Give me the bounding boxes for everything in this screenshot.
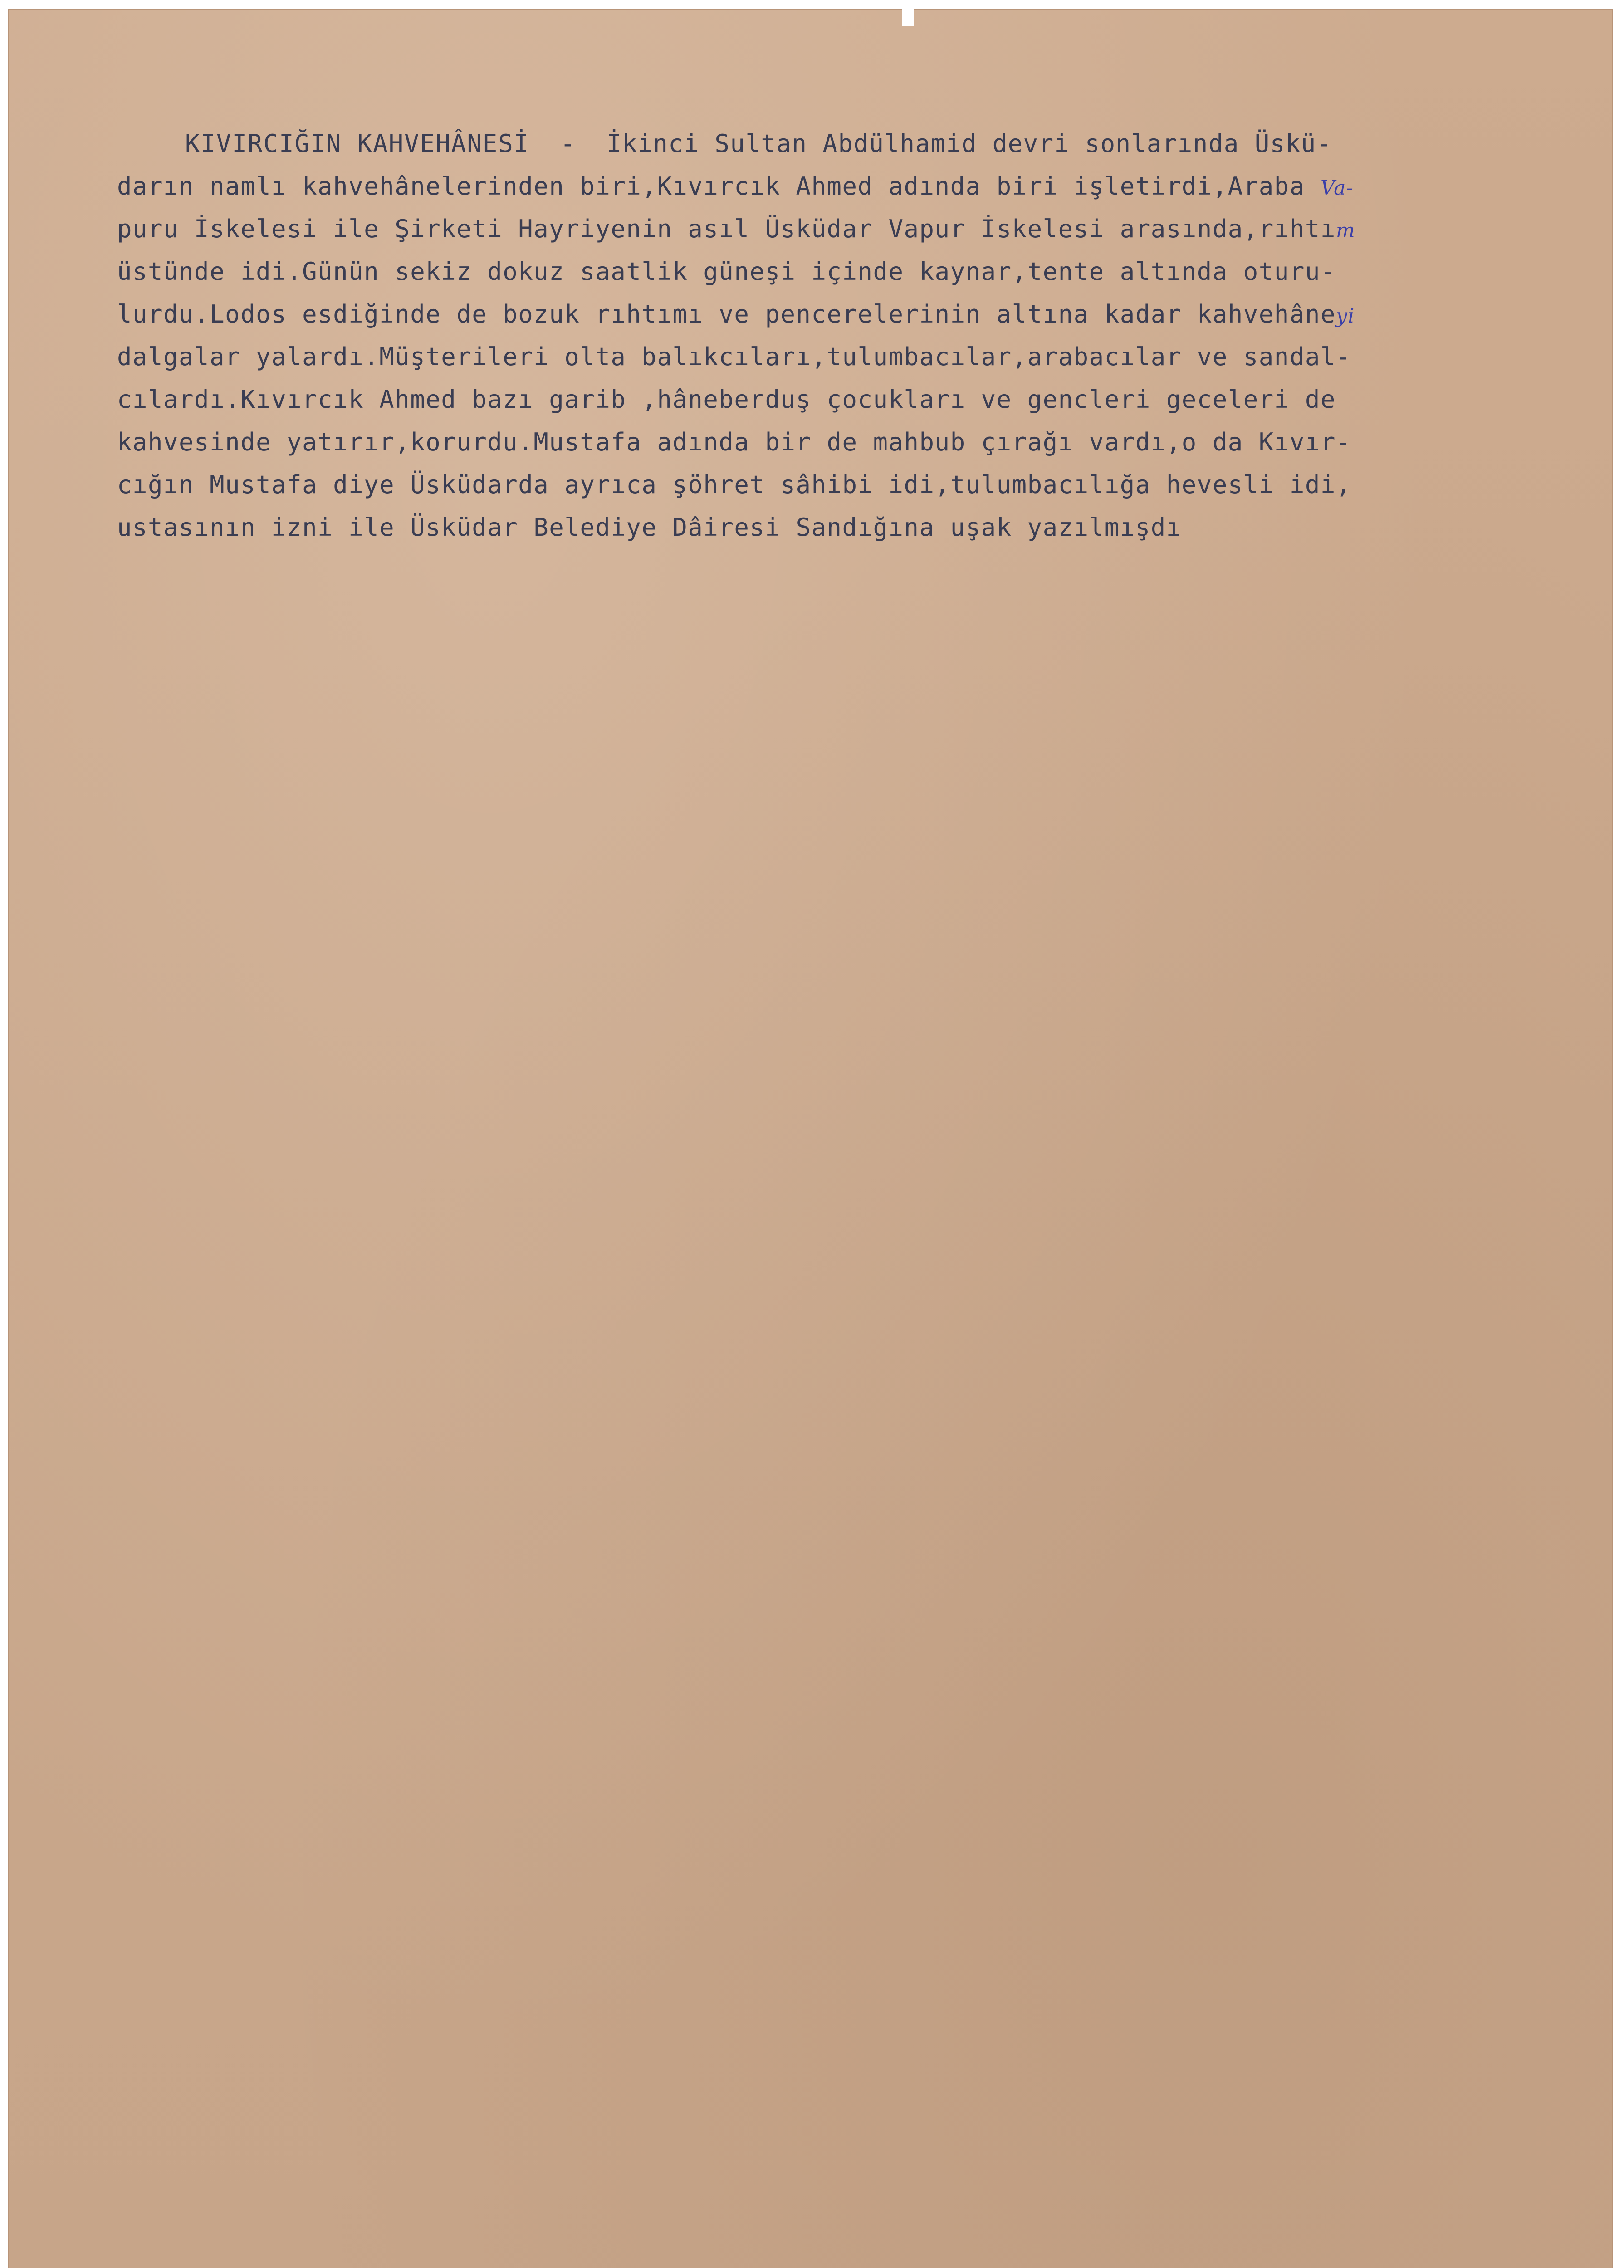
line-5-text: lurdu.Lodos esdiğinde de bozuk rıhtımı ve pencerelerinin altına kadar kahvehâne bbox=[117, 300, 1336, 328]
text-line-3 bbox=[117, 208, 1560, 250]
text-line-4: üstünde idi.Günün sekiz dokuz saatlik güneşi içinde kaynar,tente altında oturu- bbox=[117, 257, 1336, 286]
text-line-1 bbox=[117, 122, 1560, 165]
paper-notch bbox=[902, 9, 914, 26]
text-line-2 bbox=[117, 165, 1560, 208]
title-dash: - bbox=[560, 129, 576, 158]
handwritten-correction-3: yi bbox=[1335, 304, 1355, 327]
line-2-text: darın namlı kahvehânelerinden biri,Kıvırcık Ahmed adında biri işletirdi,Araba bbox=[117, 172, 1321, 200]
handwritten-correction-1: Va- bbox=[1320, 176, 1354, 200]
text-line-6: dalgalar yalardı.Müşterileri olta balıkcıları,tulumbacılar,arabacılar ve sandal- bbox=[117, 342, 1351, 371]
text-line-7: cılardı.Kıvırcık Ahmed bazı garib ,hâneberduş çocukları ve gencleri geceleri de bbox=[117, 385, 1336, 414]
line-1-text: İkinci Sultan Abdülhamid devri sonlarında Üskü- bbox=[607, 129, 1332, 158]
text-line-5 bbox=[117, 293, 1560, 336]
text-line-10: ustasının izni ile Üsküdar Belediye Dâiresi Sandığına uşak yazılmışdı bbox=[117, 513, 1182, 542]
line-3-text: puru İskelesi ile Şirketi Hayriyenin asıl Üsküdar Vapur İskelesi arasında,rıhtı bbox=[117, 215, 1336, 243]
typewritten-text bbox=[117, 122, 1560, 549]
handwritten-correction-2: m bbox=[1335, 219, 1356, 242]
entry-title: KIVIRCIĞIN KAHVEHÂNESİ bbox=[185, 129, 530, 158]
text-line-8: kahvesinde yatırır,korurdu.Mustafa adında bir de mahbub çırağı vardı,o da Kıvır- bbox=[117, 428, 1351, 456]
text-line-9: cığın Mustafa diye Üsküdarda ayrıca şöhret sâhibi idi,tulumbacılığa hevesli idi, bbox=[117, 470, 1351, 499]
paper-sheet bbox=[8, 9, 1613, 2268]
